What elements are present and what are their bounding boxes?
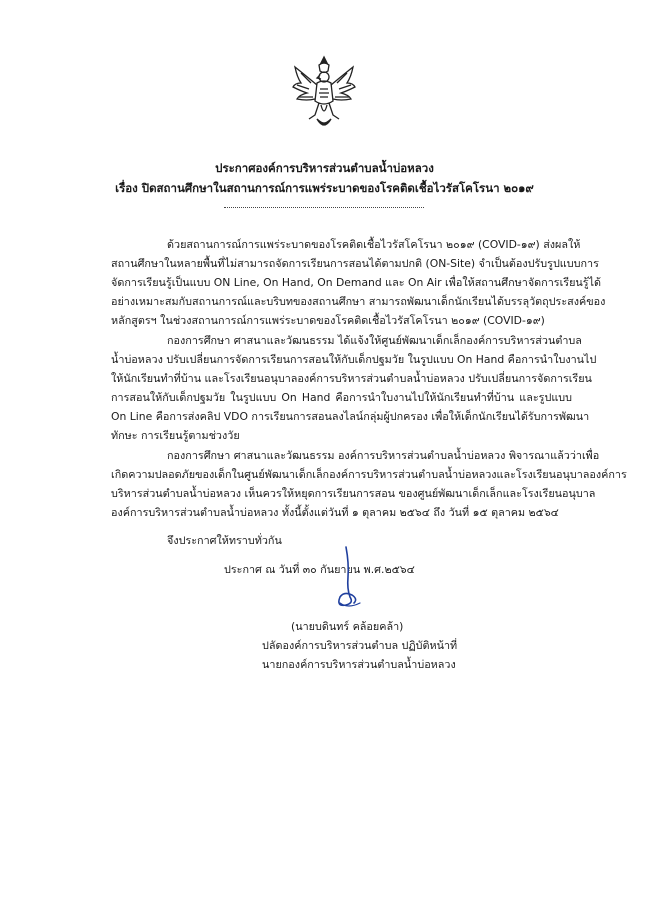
paragraph-3-line-3: บริหารส่วนตำบลน้ำบ่อหลวง เห็นควรให้หยุดการเรียนการสอน ของศูนย์พัฒนาเด็กเล็กและโรงเรียนอนุบาล bbox=[111, 487, 596, 500]
closing-statement: จึงประกาศให้ทราบทั่วกัน bbox=[167, 534, 282, 547]
announcement-subject: เรื่อง ปิดสถานศึกษาในสถานการณ์การแพร่ระบาดของโรคติดเชื้อไวรัสโคโรนา ๒๐๑๙ bbox=[115, 181, 534, 195]
paragraph-1-line-1: ด้วยสถานการณ์การแพร่ระบาดของโรคติดเชื้อไวรัสโคโรนา ๒๐๑๙ (COVID-๑๙) ส่งผลให้ bbox=[167, 238, 581, 251]
signatory-name: (นายบดินทร์ คล้อยคล้า) bbox=[291, 620, 404, 633]
paragraph-2-line-2: น้ำบ่อหลวง ปรับเปลี่ยนการจัดการเรียนการสอนให้กับเด็กปฐมวัย ในรูปแบบ On Hand คือการนำใบงานไป bbox=[111, 353, 597, 366]
signatory-position-2: นายกองค์การบริหารส่วนตำบลน้ำบ่อหลวง bbox=[262, 658, 456, 671]
signatory-position-1: ปลัดองค์การบริหารส่วนตำบล ปฏิบัติหน้าที่ bbox=[262, 639, 458, 652]
paragraph-2-line-6: ทักษะ การเรียนรู้ตามช่วงวัย bbox=[111, 429, 240, 442]
paragraph-1-line-3: จัดการเรียนรู้เป็นแบบ ON Line, On Hand, On Demand และ On Air เพื่อให้สถานศึกษาจัดการเรียนรู้ได้ bbox=[111, 276, 602, 289]
paragraph-2-line-5: On Line คือการส่งคลิป VDO การเรียนการสอนลงไลน์กลุ่มผู้ปกครอง เพื่อให้เด็กนักเรียนได้รับการพัฒนา bbox=[111, 410, 590, 423]
garuda-emblem-icon bbox=[291, 53, 357, 131]
paragraph-2-line-1: กองการศึกษา ศาสนาและวัฒนธรรม ได้แจ้งให้ศูนย์พัฒนาเด็กเล็กองค์การบริหารส่วนตำบล bbox=[167, 334, 582, 347]
paragraph-3-line-1: กองการศึกษา ศาสนาและวัฒนธรรม องค์การบริหารส่วนตำบลน้ำบ่อหลวง พิจารณาแล้วว่าเพื่อ bbox=[167, 449, 600, 462]
paragraph-3-line-2: เกิดความปลอดภัยของเด็กในศูนย์พัฒนาเด็กเล็กองค์การบริหารส่วนตำบลน้ำบ่อหลวงและโรงเรียนอนุบาลองค์การ bbox=[111, 468, 627, 481]
announcement-title: ประกาศองค์การบริหารส่วนตำบลน้ำบ่อหลวง bbox=[215, 161, 434, 175]
paragraph-1-line-5: หลักสูตรฯ ในช่วงสถานการณ์การแพร่ระบาดของโรคติดเชื้อไวรัสโคโรนา ๒๐๑๙ (COVID-๑๙) bbox=[111, 314, 545, 327]
paragraph-3-line-4: องค์การบริหารส่วนตำบลน้ำบ่อหลวง ทั้งนี้ตั้งแต่วันที่ ๑ ตุลาคม ๒๕๖๔ ถึง วันที่ ๑๕ ตุลาคม ๒๕๖๔ bbox=[111, 506, 559, 519]
announcement-date: ประกาศ ณ วันที่ ๓๐ กันยายน พ.ศ.๒๕๖๔ bbox=[224, 563, 415, 576]
handwritten-signature bbox=[318, 545, 378, 615]
paragraph-2-line-4: การสอนให้กับเด็กปฐมวัย ในรูปแบบ On Hand คือการนำใบงานไปให้นักเรียนทำที่บ้าน และรูปแบบ bbox=[111, 391, 572, 404]
paragraph-1-line-4: อย่างเหมาะสมกับสถานการณ์และบริบทของสถานศึกษา สามารถพัฒนาเด็กนักเรียนได้บรรลุวัตถุประสงค์ของ bbox=[111, 295, 606, 308]
paragraph-1-line-2: สถานศึกษาในหลายพื้นที่ไม่สามารถจัดการเรียนการสอนได้ตามปกติ (ON-Site) จำเป็นต้องปรับรูปแบบการ bbox=[111, 257, 599, 270]
title-divider bbox=[224, 207, 424, 208]
paragraph-2-line-3: ให้นักเรียนทำที่บ้าน และโรงเรียนอนุบาลองค์การบริหารส่วนตำบลน้ำบ่อหลวง ปรับเปลี่ยนการจัดการเรียน bbox=[111, 372, 592, 385]
